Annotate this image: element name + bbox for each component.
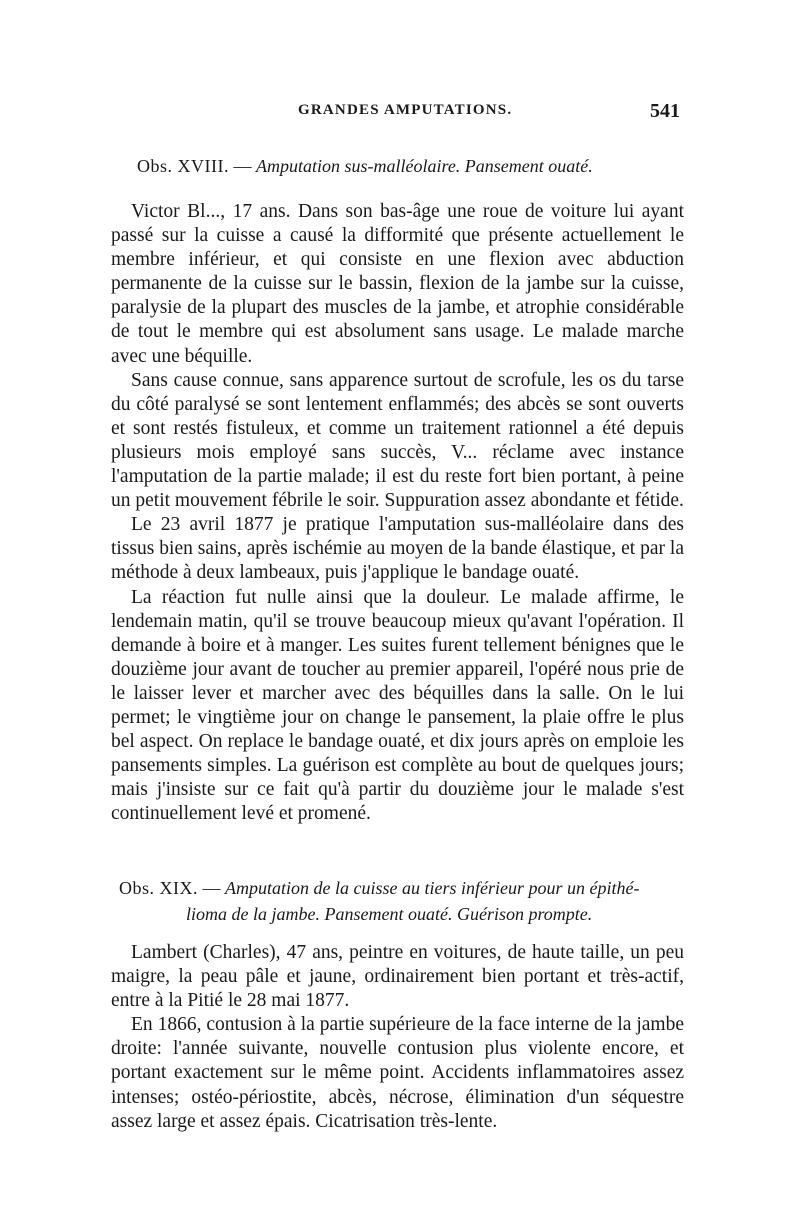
observation-18-title: Amputation sus-malléolaire. Pansement ouaté.	[255, 156, 593, 176]
running-title: GRANDES AMPUTATIONS.	[298, 102, 513, 118]
heading-dash: —	[198, 878, 225, 898]
observation-18-label: Obs. XVIII.	[137, 156, 229, 176]
observation-19-text	[111, 941, 684, 1134]
heading-dash: —	[228, 156, 256, 176]
page-number: 541	[650, 100, 680, 122]
paragraph: En 1866, contusion à la partie supérieure de la face interne de la jambe droite: l'année suivante, nouvelle contusion plus violente encore, et portant exactement sur le même point. Accidents inflammatoires assez intenses; ostéo-périostite, abcès, nécrose, élimination d'un séquestre assez large et assez épais. Cicatrisation très-lente.	[111, 1014, 684, 1132]
observation-19-heading	[119, 875, 704, 927]
observation-19-label: Obs. XIX.	[119, 878, 198, 898]
paragraph: Le 23 avril 1877 je pratique l'amputation sus-malléolaire dans des tissus bien sains, après ischémie au moyen de la bande élastique, et par la méthode à deux lambeaux, puis j'applique le bandage ouaté.	[111, 514, 684, 584]
running-header	[110, 100, 680, 126]
observation-19-title-line2: lioma de la jambe. Pansement ouaté. Guérison prompte.	[186, 904, 593, 924]
observation-18-text	[111, 200, 684, 826]
paragraph: La réaction fut nulle ainsi que la douleur. Le malade affirme, le lendemain matin, qu'il se trouve beaucoup mieux qu'avant l'opération. Il demande à boire et à manger. Les suites furent tellement bénignes que le douzième jour avant de toucher au premier appareil, l'opéré nous prie de le laisser lever et marcher avec des béquilles dans la salle. On le lui permet; le vingtième jour on change le pansement, la plaie offre le plus bel aspect. On replace le bandage ouaté, et dix jours après on emploie les pansements simples. La guérison est complète au bout de quelques jours; mais j'insiste sur ce fait qu'à partir du douzième jour le malade s'est continuellement levé et promené.	[111, 586, 684, 825]
paragraph: Sans cause connue, sans apparence surtout de scrofule, les os du tarse du côté paralysé se sont lentement enflammés; des abcès se sont ouverts et sont restés fistuleux, et comme un traitement rationnel a été depuis plusieurs mois employé sans succès, V... réclame avec instance l'amputation de la partie malade; il est du reste fort bien portant, à peine un petit mouvement fébrile le soir. Suppuration assez abondante et fétide.	[111, 369, 684, 512]
paragraph: Victor Bl..., 17 ans. Dans son bas-âge une roue de voiture lui ayant passé sur la cuisse a causé la difformité que présente actuellement le membre inférieur, et qui consiste en une flexion avec abduction permanente de la cuisse sur le bassin, flexion de la jambe sur la cuisse, paralysie de la plupart des muscles de la jambe, et atrophie considérable de tout le membre qui est absolument sans usage. Le malade marche avec une béquille.	[111, 201, 684, 367]
observation-19-title-line1: Amputation de la cuisse au tiers inférieur pour un épithé-	[225, 878, 640, 898]
observation-18-heading	[137, 153, 717, 179]
paragraph: Lambert (Charles), 47 ans, peintre en voitures, de haute taille, un peu maigre, la peau pâle et jaune, ordinairement bien portant et très-actif, entre à la Pitié le 28 mai 1877.	[111, 942, 684, 1012]
